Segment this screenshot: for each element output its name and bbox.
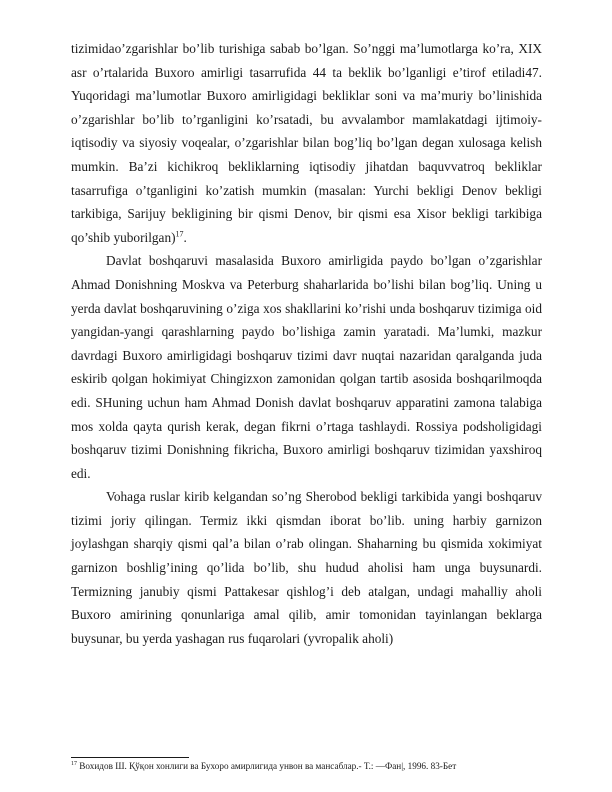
paragraph-3: Vohaga ruslar kirib kelgandan so’ng Sherobod bekligi tarkibida yangi boshqaruv tizimi joriy qilingan. Termiz ikki qismdan iborat bo’lib. uning harbiy garnizon joylashgan sharqiy qismi qal’a bilan o’rab olingan. Shaharning bu qismida xokimiyat garnizon boshlig’ining qo’lida bo’lib, shu hudud aholisi ham unga buysunardi. Termizning janubiy qismi Pattakesar qishlog’i deb atalgan, undagi mahalliy aholi Buxoro amirining qonunlariga amal qilib, amir tomonidan tayinlangan beklarga buysunar, bu yerda yashagan rus fuqarolari (yvropalik aholi): [71, 489, 542, 646]
footnote-number: 17: [71, 760, 77, 767]
footnote-separator: [71, 757, 189, 758]
paragraph-2: Davlat boshqaruvi masalasida Buxoro amirligida paydo bo’lgan o’zgarishlar Ahmad Donishning Moskva va Peterburg shaharlarida bo’lishi bilan bog’liq. Uning u yerda davlat boshqaruvining o’ziga xos shakllarini ko’rishi unda boshqaruv tizimiga oid yangidan-yangi qarashlarning paydo bo’lishiga zamin yaratadi. Ma’lumki, mazkur davrdagi Buxoro amirligidagi boshqaruv tizimi davr nuqtai nazaridan qaralganda juda eskirib qolgan hokimiyat Chingizxon zamonidan qolgan tartib asosida boshqarilmoqda edi. SHuning uchun ham Ahmad Donish davlat boshqaruv apparatini zamona talabiga mos xolda qayta qurish kerak, degan fikrni o’rtaga tashlaydi. Rossiya podsholigidagi boshqaruv tizimi Donishning fikricha, Buxoro amirligi boshqaruv tizimidan yaxshiroq edi.: [71, 253, 542, 481]
footnote: [71, 760, 551, 772]
paragraph-1: tizimidao’zgarishlar bo’lib turishiga sabab bo’lgan. So’nggi ma’lumotlarga ko’ra, XIX asr o’rtalarida Buxoro amirligi tasarrufida 44 ta beklik bo’lganligi e’tirof etiladi47. Yuqoridagi ma’lumotlar Buxoro amirligidagi bekliklar soni va ma’muriy bo’linishida o’zgarishlar bo’lib to’rganligini ko’rsatadi, bu avvalambor mamlakatdagi ijtimoiy-iqtisodiy va siyosiy voqealar, o’zgarishlar bilan bog’liq bo’lgan degan xulosaga kelish mumkin. Ba’zi kichikroq bekliklarning iqtisodiy jihatdan baquvvatroq bekliklar tasarrufiga o’tganligini ko’zatish mumkin (masalan: Yurchi bekligi Denov bekligi tarkibiga, Sarijuy bekligining bir qismi Denov, bir qismi esa Xisor bekligi tarkibiga qo’shib yuborilgan)$^{17}$.: [71, 41, 542, 245]
footnote-text: Вохидов Ш. Қўқон хонлиги ва Бухоро амирлигида унвон ва мансаблар.- Т.: —Фан|, 1996. 83-Бет: [77, 761, 457, 771]
footnote-reference[interactable]: 17: [175, 229, 184, 239]
body-text: [71, 37, 542, 650]
